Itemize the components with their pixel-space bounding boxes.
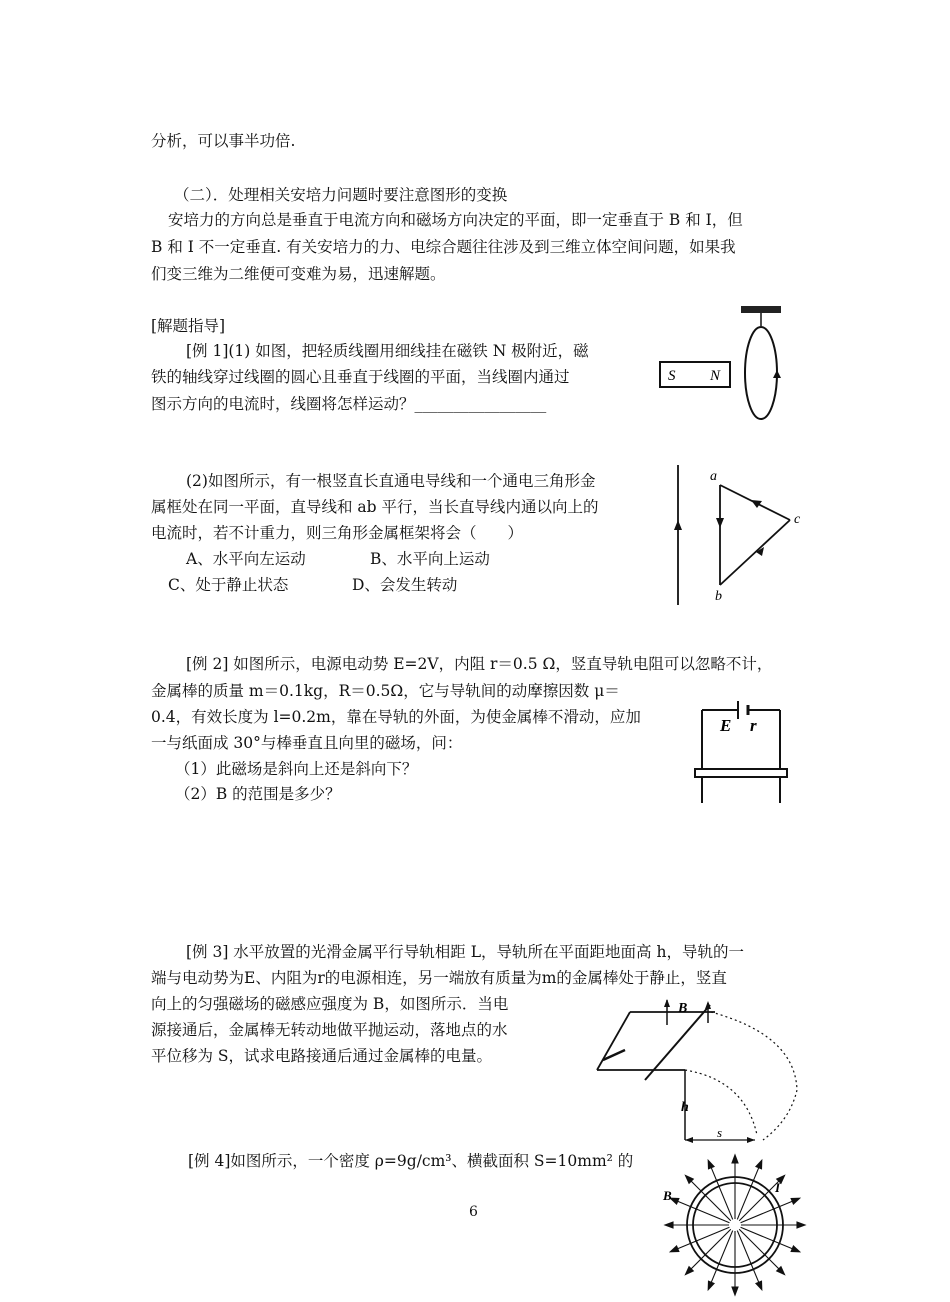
example2-question: （1）此磁场是斜向上还是斜向下？ bbox=[175, 760, 418, 778]
current-i-label: I bbox=[775, 1180, 781, 1195]
wire-triangle-figure bbox=[660, 460, 810, 610]
example3-line: 端与电动势为E、内阻为r的电源相连，另一端放有质量为m的金属棒处于静止，竖直 bbox=[151, 969, 727, 987]
field-arrow-icon bbox=[797, 1222, 805, 1228]
page-number: 6 bbox=[469, 1204, 478, 1220]
rail-projectile-figure bbox=[585, 995, 810, 1150]
example1-line: 铁的轴线穿过线圈的圆心且垂直于线圈的平面，当线圈内通过 bbox=[151, 368, 570, 386]
example1-part2-line: (2)如图所示，有一根竖直长直通电导线和一个通电三角形金 bbox=[186, 472, 596, 490]
example1-line: [例 1](1) 如图，把轻质线圈用细线挂在磁铁 N 极附近，磁 bbox=[186, 342, 589, 360]
example1-line: 图示方向的电流时，线圈将怎样运动？_________________ bbox=[151, 395, 547, 413]
intro-tail: 分析，可以事半功倍. bbox=[151, 132, 296, 150]
field-arrow-icon bbox=[791, 1198, 800, 1204]
radial-field-figure bbox=[655, 1150, 815, 1300]
example2-line: [例 2] 如图所示，电源电动势 E=2V，内阻 r＝0.5 Ω，竖直导轨电阻可以忽略不计， bbox=[186, 655, 773, 673]
example3-line: 源接通后，金属棒无转动地做平抛运动，落地点的水 bbox=[151, 1021, 508, 1039]
field-b-label: B bbox=[678, 1001, 688, 1016]
example3-line: [例 3] 水平放置的光滑金属平行导轨相距 L，导轨所在平面距地面高 h，导轨的一 bbox=[186, 943, 744, 961]
triangle-arrow-icon bbox=[751, 500, 762, 508]
field-arrow-icon bbox=[670, 1246, 679, 1252]
magnet-n-label: N bbox=[710, 368, 721, 384]
emf-rail-figure bbox=[690, 695, 800, 810]
option-a: A、水平向左运动 bbox=[186, 550, 306, 568]
option-d: D、会发生转动 bbox=[352, 576, 458, 594]
option-c: C、处于静止状态 bbox=[168, 576, 289, 594]
label-a: a bbox=[710, 469, 717, 484]
field-arrow-icon bbox=[756, 1160, 762, 1169]
magnet-s-label: S bbox=[668, 368, 676, 384]
magnet-coil-figure bbox=[655, 300, 795, 420]
height-h-label: h bbox=[681, 1100, 689, 1115]
emf-e-label: E bbox=[720, 716, 732, 735]
triangle-arrow-icon bbox=[716, 518, 724, 528]
section-para-line: 们变三维为二维便可变难为易，迅速解题。 bbox=[151, 265, 446, 283]
field-arrow-icon bbox=[732, 1155, 738, 1163]
field-arrow-icon bbox=[732, 1287, 738, 1295]
label-b: b bbox=[715, 589, 722, 604]
current-up-arrow-icon bbox=[674, 520, 682, 530]
example2-line: 一与纸面成 30°与棒垂直且向里的磁场，问： bbox=[151, 734, 463, 752]
label-c: c bbox=[794, 512, 801, 527]
section-para-line: 安培力的方向总是垂直于电流方向和磁场方向决定的平面，即一定垂直于 B 和 I，但 bbox=[168, 211, 743, 229]
field-arrow-icon bbox=[708, 1160, 714, 1169]
section-heading: （二）．处理相关安培力问题时要注意图形的变换 bbox=[174, 186, 508, 204]
field-arrow-icon bbox=[665, 1222, 673, 1228]
example2-line: 0.4，有效长度为 l=0.2m，靠在导轨的外面，为使金属棒不滑动，应加 bbox=[151, 708, 641, 726]
section-para-line: B 和 I 不一定垂直. 有关安培力的力、电综合题往往涉及到三维立体空间问题，如果我 bbox=[151, 238, 736, 256]
example1-part2-line: 属框处在同一平面，直导线和 ab 平行，当长直导线内通以向上的 bbox=[151, 498, 599, 516]
example3-line: 向上的匀强磁场的磁感应强度为 B，如图所示．当电 bbox=[151, 995, 509, 1013]
example2-line: 金属棒的质量 m＝0.1kg，R＝0.5Ω，它与导轨间的动摩擦因数 μ＝ bbox=[151, 682, 620, 700]
example2-question: （2）B 的范围是多少？ bbox=[175, 785, 341, 803]
example3-line: 平位移为 S，试求电路接通后通过金属棒的电量。 bbox=[151, 1047, 493, 1065]
field-arrow-icon bbox=[708, 1281, 714, 1290]
emf-r-label: r bbox=[750, 716, 757, 735]
displacement-s-label: s bbox=[717, 1125, 723, 1140]
example4-line: [例 4]如图所示，一个密度 ρ=9g/cm³、横截面积 S=10mm² 的 bbox=[188, 1152, 634, 1170]
field-b-label: B bbox=[663, 1188, 672, 1203]
field-arrow-icon bbox=[791, 1246, 800, 1252]
option-b: B、水平向上运动 bbox=[370, 550, 490, 568]
example1-part2-line: 电流时，若不计重力，则三角形金属框架将会（ ） bbox=[151, 524, 524, 542]
guide-heading: [解题指导] bbox=[151, 317, 226, 335]
field-arrow-icon bbox=[756, 1281, 762, 1290]
